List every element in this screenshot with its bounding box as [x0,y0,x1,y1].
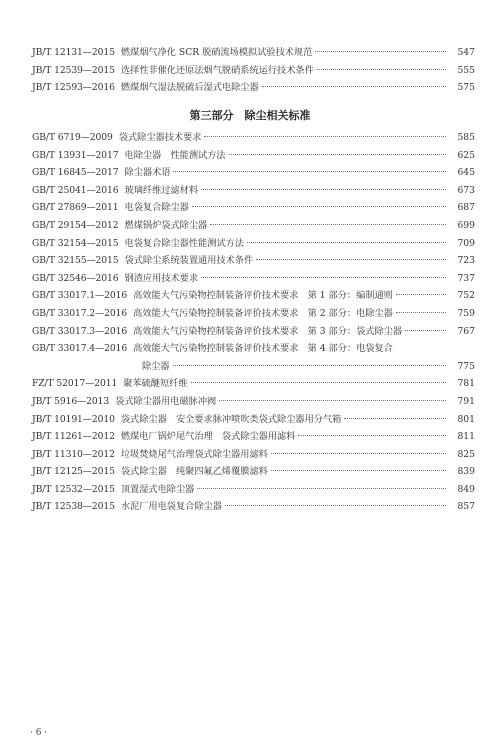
toc-entry [32,393,475,411]
toc-entry [32,481,475,499]
toc-entry [32,323,475,341]
toc-entry [32,270,475,288]
standard-title: 燃煤烟气净化 SCR 脱硝流场模拟试验技术规范 [120,47,313,58]
toc-list-part-two [32,44,475,97]
dot-leader [247,242,446,243]
standard-code: GB/T 13931—2017 [32,149,119,161]
standard-code: JB/T 12125—2015 [32,466,115,478]
standard-code: JB/T 11261—2012 [32,431,115,443]
toc-list-part-three [32,129,475,516]
standard-code: JB/T 12593—2016 [32,82,115,94]
standard-title: 钢渣应用技术要求 [124,272,199,284]
page-number-ref: 849 [457,483,475,495]
page-number-ref: 575 [457,82,475,94]
standard-title: 电袋复合除尘器性能测试方法 [124,237,244,249]
page-number-ref: 791 [457,395,475,407]
standard-code: GB/T 6719—2009 [32,132,113,143]
dot-leader [191,382,446,383]
page-number-ref: 547 [457,47,475,58]
standard-code: GB/T 32546—2016 [32,272,119,284]
page-number-ref: 673 [457,184,475,196]
toc-entry [32,446,475,464]
standard-title: 顶置湿式电除尘器 [120,483,195,495]
standard-code: GB/T 33017.3—2016 [32,325,128,337]
standard-code: GB/T 25041—2016 [32,184,119,196]
dot-leader [262,86,446,87]
toc-entry [32,411,475,429]
toc-entry [32,340,475,358]
standard-code: GB/T 33017.1—2016 [32,290,128,302]
standard-title: 电除尘器 性能测试方法 [124,149,226,161]
standard-code: JB/T 12539—2015 [32,64,115,76]
dot-leader [204,136,446,137]
standard-title: 燃煤锅炉袋式除尘器 [124,219,208,231]
page-number-ref: 839 [457,466,475,478]
toc-entry-continuation [32,358,475,376]
dot-leader [219,400,446,401]
dot-leader [197,488,446,489]
dot-leader [298,435,446,436]
toc-entry [32,62,475,80]
standard-title: 袋式除尘器技术要求 [118,132,202,143]
page-number-ref: 857 [457,501,475,513]
page-number-ref: 737 [457,272,475,284]
toc-entry [32,199,475,217]
section-heading: 第三部分 除尘相关标准 [189,109,311,122]
toc-entry [32,217,475,235]
standard-code: GB/T 32154—2015 [32,237,119,249]
dot-leader [210,224,446,225]
toc-entry [32,129,475,147]
standard-title: 高效能大气污染物控制装备评价技术要求 第 2 部分：电除尘器 [133,307,393,319]
standard-code: JB/T 12538—2015 [32,501,115,513]
page-number-ref: 645 [457,167,475,179]
page-number-ref: 555 [457,64,475,76]
standard-title: 玻璃纤维过滤材料 [124,184,199,196]
dot-leader [256,259,446,260]
dot-leader [271,470,446,471]
page-number-ref: 825 [457,448,475,460]
dot-leader [396,312,446,313]
toc-entry [32,463,475,481]
page-number-ref: 625 [457,149,475,161]
dot-leader [317,69,446,70]
toc-entry [32,182,475,200]
standard-title: 电袋复合除尘器 [124,202,189,214]
page-number-ref: 759 [457,307,475,319]
standard-code: JB/T 11310—2012 [32,448,115,460]
dot-leader [229,154,446,155]
page-number-ref: 699 [457,219,475,231]
standard-title: 燃煤电厂锅炉尾气治理 袋式除尘器用滤料 [120,431,296,443]
standard-title: 袋式除尘器 纯聚四氟乙烯覆膜滤料 [120,466,268,478]
page-number-ref: 687 [457,202,475,214]
page-number-ref: 723 [457,255,475,267]
toc-entry [32,164,475,182]
standard-title: 袋式除尘器 安全要求脉冲喷吹类袋式除尘器用分气箱 [120,413,342,425]
dot-leader [396,294,446,295]
standard-title: 选择性非催化还原法烟气脱硝系统运行技术条件 [120,64,314,76]
standard-title: 袋式除尘系统装置通用技术条件 [124,255,254,267]
toc-entry [32,305,475,323]
page-number: · 6 · [30,728,48,738]
toc-entry [32,235,475,253]
standard-code: GB/T 29154—2012 [32,219,119,231]
standard-title: 燃煤烟气湿法脱硫后湿式电除尘器 [120,82,259,94]
standard-title: 高效能大气污染物控制装备评价技术要求 第 1 部分：编制通则 [133,290,393,302]
standard-title: 高效能大气污染物控制装备评价技术要求 第 4 部分：电袋复合 [133,343,393,355]
page-number-ref: 767 [457,325,475,337]
standard-code: JB/T 12131—2015 [32,47,115,58]
page-number-ref: 781 [457,378,475,390]
page-number-ref: 811 [457,431,475,443]
standard-title: 聚苯硫醚短纤维 [123,378,188,390]
standard-code: GB/T 16845—2017 [32,167,119,179]
standard-title: 垃圾焚烧尾气治理袋式除尘器用滤料 [120,448,268,460]
standard-code: GB/T 32155—2015 [32,255,119,267]
dot-leader [201,189,446,190]
standard-code: JB/T 5916—2013 [32,395,110,407]
standard-title: 袋式除尘器用电磁脉冲阀 [115,395,217,407]
toc-entry [32,44,475,62]
page-number-ref: 585 [457,132,475,143]
dot-leader [192,206,446,207]
standard-code: JB/T 10191—2010 [32,413,115,425]
standard-code: GB/T 33017.4—2016 [32,343,128,355]
toc-entry [32,498,475,516]
toc-entry [32,147,475,165]
standard-code: GB/T 33017.2—2016 [32,307,128,319]
page-number-ref: 709 [457,237,475,249]
page-number-ref: 801 [457,413,475,425]
dot-leader [201,277,446,278]
toc-entry [32,252,475,270]
standard-code: GB/T 27869—2011 [32,202,119,214]
standard-code: FZ/T 52017—2011 [32,378,118,390]
toc-entry [32,79,475,97]
toc-entry [32,375,475,393]
toc-entry [32,428,475,446]
standard-code: JB/T 12532—2015 [32,483,115,495]
standard-title: 除尘器术语 [124,167,171,179]
page-number-ref: 775 [457,360,475,372]
standard-title: 水泥厂用电袋复合除尘器 [120,501,222,513]
standard-title: 高效能大气污染物控制装备评价技术要求 第 3 部分：袋式除尘器 [133,325,403,337]
dot-leader [173,365,446,366]
dot-leader [173,171,446,172]
dot-leader [405,330,446,331]
standard-title-continued: 除尘器 [142,360,170,372]
page-number-ref: 752 [457,290,475,302]
dot-leader [225,505,446,506]
dot-leader [315,51,446,52]
toc-entry [32,287,475,305]
dot-leader [344,418,446,419]
dot-leader [271,453,446,454]
